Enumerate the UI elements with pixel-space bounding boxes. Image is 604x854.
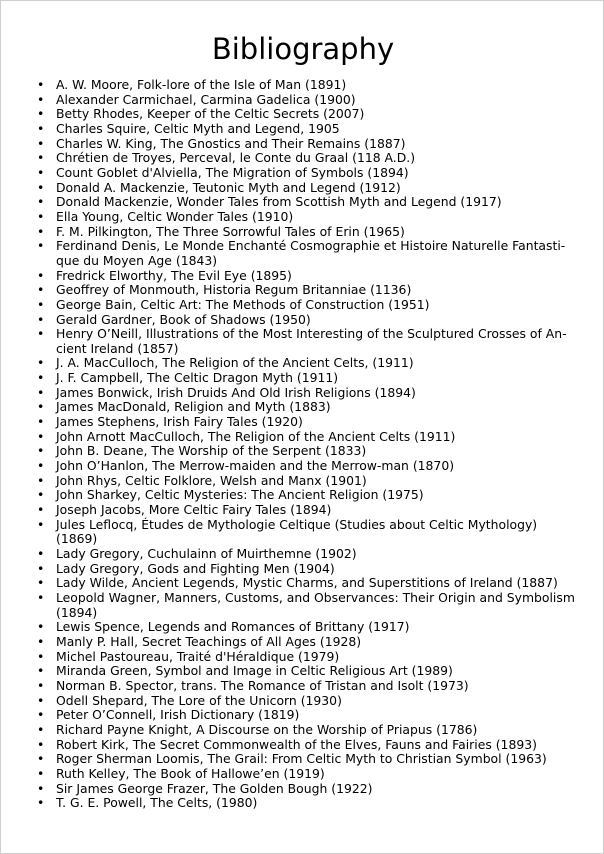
bibliography-entry <box>37 194 576 210</box>
bullet-icon: • <box>37 707 45 723</box>
bibliography-entry <box>37 106 576 122</box>
bibliography-entry <box>37 428 576 445</box>
entry-text-line: Jules Leflocq, Études de Mythologie Celtique (Studies about Celtic Mythology) <box>56 516 538 532</box>
entry-text-line: Roger Sherman Loomis, The Grail: From Celtic Myth to Christian Symbol (1963) <box>56 751 547 767</box>
entry-text-line: Peter O’Connell, Irish Dictionary (1819) <box>56 707 300 723</box>
bibliography-entry <box>37 619 576 635</box>
bullet-icon: • <box>37 355 45 371</box>
bullet-icon: • <box>37 472 45 488</box>
bibliography-entry <box>37 458 576 474</box>
bullet-icon: • <box>37 692 45 708</box>
bullet-icon: • <box>37 502 45 518</box>
entry-text-line: (1869) <box>56 531 98 547</box>
bibliography-entry <box>37 443 576 459</box>
entry-text-line: Lady Gregory, Gods and Fighting Men (1904) <box>56 560 335 576</box>
bullet-icon: • <box>37 120 45 136</box>
bullet-icon: • <box>37 795 45 811</box>
bullet-icon: • <box>37 487 45 503</box>
entry-text-line: Manly P. Hall, Secret Teachings of All Ages (1928) <box>56 633 362 649</box>
bibliography-list <box>37 77 576 811</box>
bibliography-entry <box>37 560 576 577</box>
bibliography-entry <box>37 546 576 562</box>
entry-text-line: Gerald Gardner, Book of Shadows (1950) <box>56 311 311 327</box>
bibliography-entry <box>37 633 576 650</box>
entry-text-line: Norman B. Spector, trans. The Romance of Tristan and Isolt (1973) <box>56 677 469 693</box>
bibliography-entry <box>37 692 576 709</box>
entry-text-line: John Rhys, Celtic Folklore, Welsh and Manx (1901) <box>56 472 367 488</box>
bibliography-entry <box>37 311 576 328</box>
bibliography-entry <box>37 487 576 503</box>
bibliography-entry <box>37 648 576 665</box>
bibliography-entry <box>37 223 576 240</box>
entry-text-line: Donald A. Mackenzie, Teutonic Myth and Legend (1912) <box>56 179 401 195</box>
bibliography-entry <box>37 77 576 93</box>
bullet-icon: • <box>37 414 45 430</box>
bibliography-entry <box>37 795 576 811</box>
entry-text-line: Lewis Spence, Legends and Romances of Brittany (1917) <box>56 619 410 635</box>
page-title: Bibliography <box>211 32 395 66</box>
bibliography-entry <box>37 164 576 181</box>
entry-text-line: A. W. Moore, Folk-lore of the Isle of Man (1891) <box>56 77 347 92</box>
bullet-icon: • <box>37 648 45 664</box>
bibliography-entry <box>37 575 576 591</box>
bibliography-entry <box>37 780 576 797</box>
bullet-icon: • <box>37 751 45 767</box>
entry-text-line: F. M. Pilkington, The Three Sorrowful Tales of Erin (1965) <box>56 223 405 239</box>
bullet-icon: • <box>37 311 45 327</box>
bibliography-entry <box>37 516 576 547</box>
bibliography-entry <box>37 150 576 166</box>
bullet-icon: • <box>37 106 45 122</box>
entry-text-line: T. G. E. Powell, The Celts, (1980) <box>56 795 258 811</box>
entry-text-line: Ferdinand Denis, Le Monde Enchanté Cosmographie et Histoire Naturelle Fantasti- <box>56 238 566 254</box>
bibliography-entry <box>37 502 576 518</box>
bibliography-entry <box>37 370 576 386</box>
entry-text-line: Joseph Jacobs, More Celtic Fairy Tales (1894) <box>56 502 332 518</box>
bibliography-entry <box>37 238 576 268</box>
bullet-icon: • <box>37 619 45 635</box>
entry-text-line: J. F. Campbell, The Celtic Dragon Myth (1911) <box>56 370 339 386</box>
entry-text-line: Odell Shepard, The Lore of the Unicorn (1930) <box>56 692 342 708</box>
entry-text-line: Alexander Carmichael, Carmina Gadelica (1900) <box>56 91 356 107</box>
entry-text-line: Ruth Kelley, The Book of Hallowe’en (1919) <box>56 765 325 781</box>
entry-text-line: Charles Squire, Celtic Myth and Legend, 1905 <box>56 120 340 136</box>
entry-text-line: Robert Kirk, The Secret Commonwealth of the Elves, Fauns and Fairies (1893) <box>56 736 537 752</box>
bullet-icon: • <box>37 663 45 679</box>
entry-text-line: Henry O’Neill, Illustrations of the Most Interesting of the Sculptured Crosses of An- <box>56 326 567 342</box>
bibliography-entry <box>37 208 576 225</box>
bullet-icon: • <box>37 765 45 781</box>
entry-text-line: Charles W. King, The Gnostics and Their Remains (1887) <box>56 135 406 151</box>
bibliography-entry <box>37 472 576 489</box>
entry-text-line: John Sharkey, Celtic Mysteries: The Ancient Religion (1975) <box>56 487 424 503</box>
entry-text-line: Sir James George Frazer, The Golden Bough (1922) <box>56 780 373 796</box>
bullet-icon: • <box>37 267 45 283</box>
entry-text-line: George Bain, Celtic Art: The Methods of Construction (1951) <box>56 296 430 312</box>
entry-text-line: J. A. MacCulloch, The Religion of the Ancient Celts, (1911) <box>56 355 414 371</box>
bullet-icon: • <box>37 399 45 415</box>
bullet-icon: • <box>37 238 45 254</box>
bibliography-entry <box>37 736 576 753</box>
entry-text-line: Richard Payne Knight, A Discourse on the Worship of Priapus (1786) <box>56 721 478 737</box>
bullet-icon: • <box>37 91 45 107</box>
bullet-icon: • <box>37 677 45 693</box>
bullet-icon: • <box>37 164 45 180</box>
bullet-icon: • <box>37 282 45 298</box>
entry-text-line: Ella Young, Celtic Wonder Tales (1910) <box>56 208 294 224</box>
bullet-icon: • <box>37 516 45 532</box>
bullet-icon: • <box>37 589 45 605</box>
bullet-icon: • <box>37 179 45 195</box>
bibliography-entry <box>37 721 576 738</box>
bibliography-entry <box>37 399 576 415</box>
entry-text-line: que du Moyen Age (1843) <box>56 252 218 268</box>
bibliography-entry <box>37 751 576 767</box>
entry-text-line: Leopold Wagner, Manners, Customs, and Observances: Their Origin and Symbolism <box>56 589 575 605</box>
entry-text-line: John B. Deane, The Worship of the Serpent (1833) <box>56 443 367 459</box>
entry-text-line: Fredrick Elworthy, The Evil Eye (1895) <box>56 267 292 283</box>
bullet-icon: • <box>37 77 45 92</box>
entry-text-line: James Stephens, Irish Fairy Tales (1920) <box>56 414 303 430</box>
bullet-icon: • <box>37 384 45 400</box>
bibliography-entry <box>37 91 576 108</box>
bullet-icon: • <box>37 721 45 737</box>
bullet-icon: • <box>37 443 45 459</box>
entry-text-line: Miranda Green, Symbol and Image in Celtic Religious Art (1989) <box>56 663 453 679</box>
bibliography-entry <box>37 677 576 694</box>
entry-text-line: John Arnott MacCulloch, The Religion of the Ancient Celts (1911) <box>56 428 456 444</box>
entry-text-line: cient Ireland (1857) <box>56 340 179 356</box>
bibliography-entry <box>37 765 576 782</box>
bullet-icon: • <box>37 326 45 342</box>
entry-text-line: Michel Pastoureau, Traité d'Héraldique (1979) <box>56 648 340 664</box>
bibliography-entry <box>37 267 576 284</box>
bibliography-entry <box>37 414 576 430</box>
bullet-icon: • <box>37 370 45 386</box>
entry-text-line: Donald Mackenzie, Wonder Tales from Scottish Myth and Legend (1917) <box>56 194 502 210</box>
bibliography-entry <box>37 282 576 298</box>
entry-text-line: Lady Gregory, Cuchulainn of Muirthemne (1902) <box>56 546 357 561</box>
bullet-icon: • <box>37 223 45 239</box>
entry-text-line: Betty Rhodes, Keeper of the Celtic Secrets (2007) <box>56 106 365 122</box>
entry-text-line: James Bonwick, Irish Druids And Old Irish Religions (1894) <box>56 384 416 400</box>
entry-text-line: Geoffrey of Monmouth, Historia Regum Britanniae (1136) <box>56 282 412 298</box>
bibliography-entry <box>37 120 576 137</box>
bibliography-entry <box>37 179 576 196</box>
bullet-icon: • <box>37 575 45 591</box>
entry-text-line: Chrétien de Troyes, Perceval, le Conte du Graal (118 A.D.) <box>56 150 416 166</box>
bibliography-entry <box>37 663 576 679</box>
bullet-icon: • <box>37 194 45 210</box>
entry-text-line: (1894) <box>56 604 98 620</box>
entry-text-line: John O’Hanlon, The Merrow-maiden and the Merrow-man (1870) <box>56 458 455 474</box>
bullet-icon: • <box>37 633 45 649</box>
bullet-icon: • <box>37 560 45 576</box>
bibliography-entry <box>37 589 576 620</box>
bullet-icon: • <box>37 458 45 474</box>
bullet-icon: • <box>37 428 45 444</box>
bullet-icon: • <box>37 296 45 312</box>
entry-text-line: Lady Wilde, Ancient Legends, Mystic Charms, and Superstitions of Ireland (1887) <box>56 575 558 591</box>
bullet-icon: • <box>37 546 45 561</box>
entry-text-line: Count Goblet d'Alviella, The Migration of Symbols (1894) <box>56 164 409 180</box>
bullet-icon: • <box>37 135 45 151</box>
bibliography-entry <box>37 355 576 371</box>
bullet-icon: • <box>37 150 45 166</box>
bibliography-entry <box>37 384 576 401</box>
bullet-icon: • <box>37 208 45 224</box>
entry-text-line: James MacDonald, Religion and Myth (1883) <box>56 399 331 415</box>
bullet-icon: • <box>37 736 45 752</box>
bibliography-entry <box>37 296 576 313</box>
bullet-icon: • <box>37 780 45 796</box>
bibliography-entry <box>37 707 576 723</box>
bibliography-entry <box>37 135 576 152</box>
bibliography-entry <box>37 326 576 356</box>
